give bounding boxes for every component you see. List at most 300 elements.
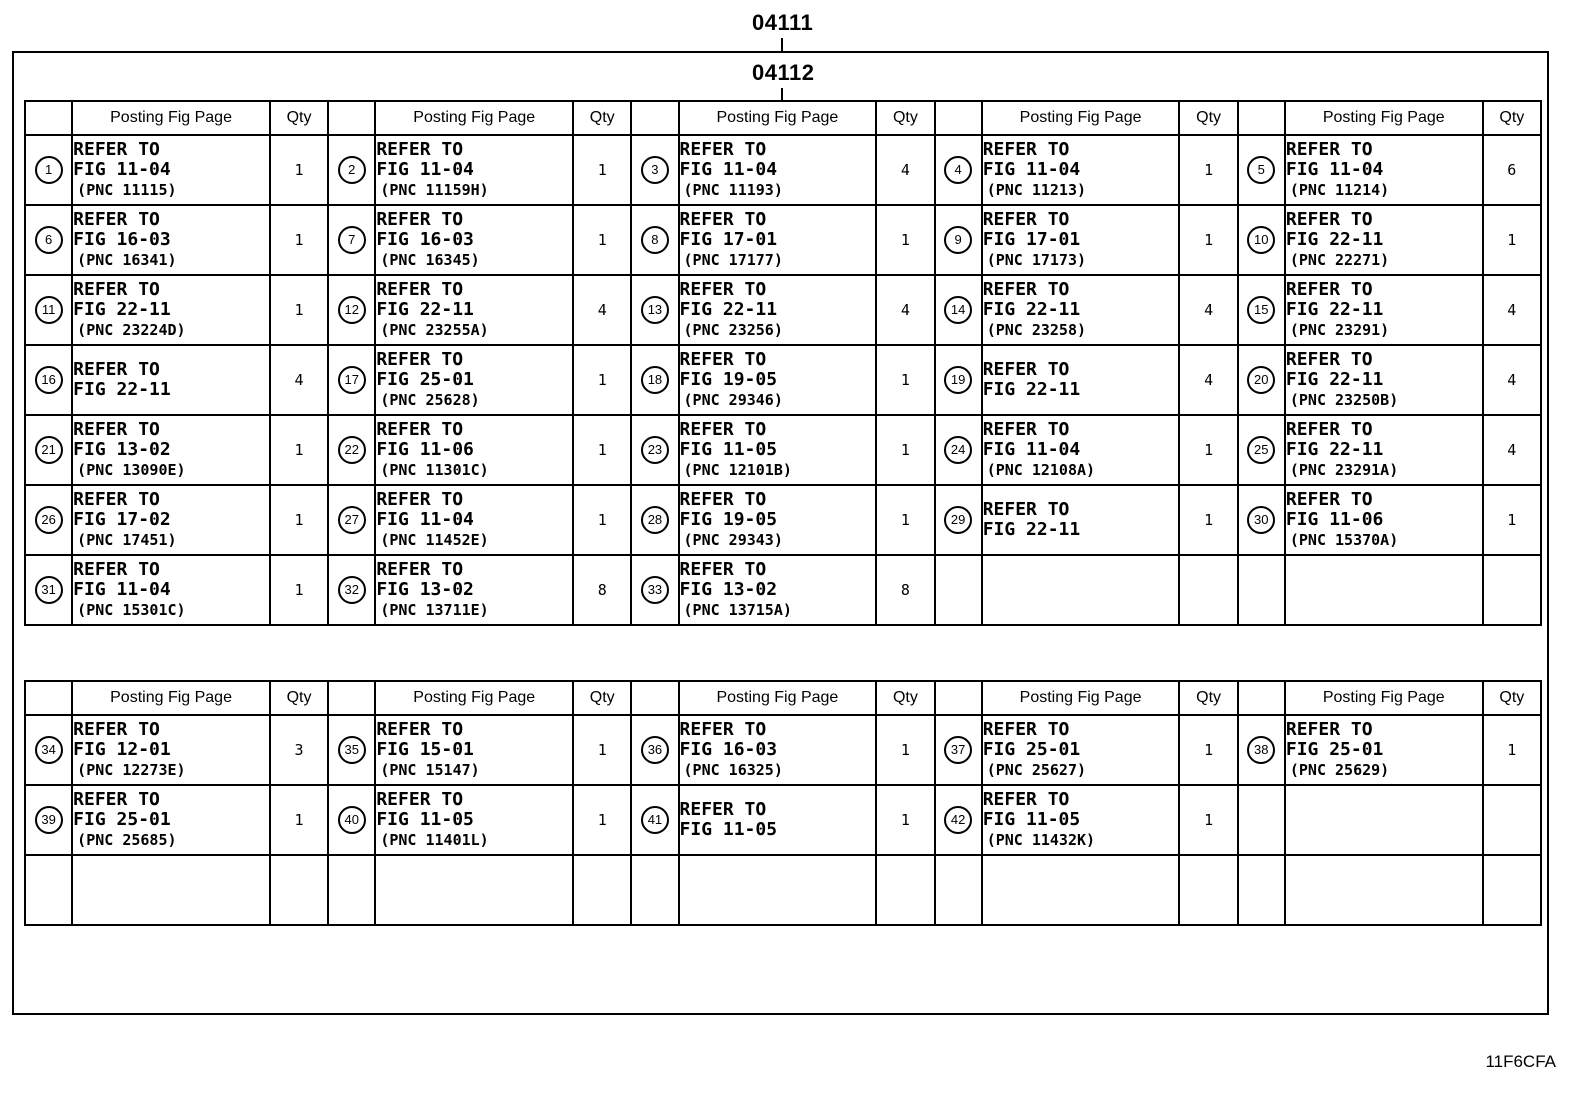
qty-cell: 1: [270, 135, 328, 205]
fig-page-text: FIG 11-05: [679, 819, 778, 840]
refer-to-text: REFER TO: [679, 418, 767, 440]
pnc-text: (PNC 23250B): [1289, 390, 1399, 409]
table-row: [25, 785, 1541, 855]
callout-number: 11: [35, 296, 63, 324]
pnc-text: (PNC 11159H): [380, 180, 489, 199]
fig-page-text: FIG 22-11: [1285, 438, 1384, 460]
callout-number: 32: [338, 576, 366, 604]
reference-cell: [982, 415, 1180, 485]
fig-page-text: FIG 22-11: [1285, 298, 1384, 320]
callout-number: 16: [35, 366, 63, 394]
refer-to-text: REFER TO: [679, 138, 767, 160]
reference-cell: [679, 555, 877, 625]
reference-cell: [1285, 715, 1483, 785]
callout-number: 33: [641, 576, 669, 604]
callout-number: 35: [338, 736, 366, 764]
table-row: [25, 205, 1541, 275]
pnc-text: (PNC 23291A): [1289, 460, 1399, 479]
reference-cell: [1285, 855, 1483, 925]
refer-to-text: REFER TO: [376, 488, 464, 510]
pnc-text: (PNC 12273E): [77, 760, 186, 779]
fig-page-text: FIG 22-11: [982, 519, 1081, 540]
header-qty: Qty: [876, 681, 934, 715]
callout-cell: [328, 345, 375, 415]
header-posting-fig-page: Posting Fig Page: [982, 681, 1180, 715]
callout-cell: [935, 715, 982, 785]
refer-to-text: REFER TO: [73, 718, 160, 740]
reference-cell: [679, 485, 877, 555]
header-blank-cell: [25, 681, 72, 715]
fig-page-text: FIG 13-02: [73, 438, 171, 460]
pnc-text: (PNC 23256): [683, 320, 783, 339]
qty-cell: 6: [1483, 135, 1541, 205]
callout-number: 38: [1247, 736, 1275, 764]
leader-line-top: [781, 38, 783, 52]
reference-cell: [375, 415, 573, 485]
callout-number: 5: [1247, 156, 1275, 184]
qty-cell: [1483, 855, 1541, 925]
callout-number: 15: [1247, 296, 1275, 324]
fig-page-text: FIG 11-04: [1285, 158, 1384, 180]
callout-cell: [25, 415, 72, 485]
refer-to-text: REFER TO: [679, 558, 767, 580]
qty-cell: 1: [270, 555, 328, 625]
table-row: [25, 345, 1541, 415]
refer-to-text: REFER TO: [73, 208, 160, 230]
callout-cell: [25, 485, 72, 555]
refer-to-text: REFER TO: [376, 208, 464, 230]
callout-number: 8: [641, 226, 669, 254]
callout-cell: [1238, 785, 1285, 855]
header-qty: Qty: [573, 681, 631, 715]
reference-cell: [982, 135, 1180, 205]
reference-cell: [72, 415, 270, 485]
header-blank-cell: [25, 101, 72, 135]
pnc-text: (PNC 15147): [380, 760, 480, 779]
callout-cell: [631, 785, 678, 855]
fig-page-text: FIG 22-11: [376, 298, 474, 320]
callout-number: 27: [338, 506, 366, 534]
pnc-text: (PNC 23258): [986, 320, 1087, 339]
pnc-text: (PNC 11213): [986, 180, 1087, 199]
qty-cell: 1: [270, 485, 328, 555]
callout-cell: [631, 205, 678, 275]
refer-to-text: REFER TO: [1285, 348, 1373, 370]
callout-number: 40: [338, 806, 366, 834]
table-row: [25, 415, 1541, 485]
fig-page-text: FIG 15-01: [376, 738, 474, 760]
reference-cell: [982, 345, 1180, 415]
header-blank-cell: [631, 681, 678, 715]
pnc-text: (PNC 11301C): [380, 460, 489, 479]
refer-to-text: REFER TO: [679, 488, 767, 510]
header-blank-cell: [935, 681, 982, 715]
fig-page-text: FIG 11-04: [679, 158, 778, 180]
pnc-text: (PNC 25685): [77, 830, 177, 849]
callout-cell: [328, 205, 375, 275]
refer-to-text: REFER TO: [982, 138, 1070, 160]
fig-page-text: FIG 22-11: [679, 298, 778, 320]
qty-cell: 1: [1179, 135, 1237, 205]
fig-page-text: FIG 17-01: [982, 228, 1081, 250]
fig-page-text: FIG 22-11: [73, 298, 171, 320]
qty-cell: 1: [876, 415, 934, 485]
callout-cell: [1238, 715, 1285, 785]
callout-number: 3: [641, 156, 669, 184]
fig-page-text: FIG 17-01: [679, 228, 778, 250]
callout-cell: [25, 785, 72, 855]
fig-page-text: FIG 11-06: [1285, 508, 1384, 530]
header-posting-fig-page: Posting Fig Page: [1285, 681, 1483, 715]
group-code-04112: 04112: [752, 60, 815, 85]
pnc-text: (PNC 23291): [1289, 320, 1390, 339]
callout-cell: [631, 555, 678, 625]
callout-number: 29: [944, 506, 972, 534]
refer-to-text: REFER TO: [1285, 208, 1373, 230]
reference-cell: [375, 715, 573, 785]
fig-page-text: FIG 16-03: [376, 228, 474, 250]
callout-cell: [1238, 555, 1285, 625]
fig-page-text: FIG 25-01: [73, 808, 171, 830]
reference-cell: [1285, 485, 1483, 555]
callout-cell: [631, 275, 678, 345]
qty-cell: 1: [1179, 715, 1237, 785]
header-qty: Qty: [1179, 681, 1237, 715]
qty-cell: 4: [1483, 345, 1541, 415]
fig-page-text: FIG 13-02: [679, 578, 778, 600]
callout-cell: [935, 855, 982, 925]
callout-number: 20: [1247, 366, 1275, 394]
callout-number: 23: [641, 436, 669, 464]
fig-page-text: FIG 16-03: [73, 228, 171, 250]
pnc-text: (PNC 25629): [1289, 760, 1390, 779]
qty-cell: [1483, 555, 1541, 625]
fig-page-text: FIG 13-02: [376, 578, 474, 600]
refer-to-text: REFER TO: [73, 558, 160, 580]
pnc-text: (PNC 15301C): [77, 600, 186, 619]
callout-cell: [631, 345, 678, 415]
qty-cell: 4: [573, 275, 631, 345]
qty-cell: 4: [1483, 275, 1541, 345]
refer-to-text: REFER TO: [679, 278, 767, 300]
fig-page-text: FIG 25-01: [1285, 738, 1384, 760]
callout-number: 31: [35, 576, 63, 604]
reference-cell: [982, 715, 1180, 785]
qty-cell: 8: [876, 555, 934, 625]
qty-cell: 1: [1179, 415, 1237, 485]
header-blank-cell: [631, 101, 678, 135]
refer-to-text: REFER TO: [1285, 138, 1373, 160]
refer-to-text: REFER TO: [982, 499, 1070, 520]
pnc-text: (PNC 25627): [986, 760, 1087, 779]
qty-cell: 1: [573, 785, 631, 855]
callout-cell: [25, 555, 72, 625]
qty-cell: 4: [270, 345, 328, 415]
callout-cell: [328, 555, 375, 625]
reference-cell: [375, 485, 573, 555]
qty-cell: 1: [270, 415, 328, 485]
fig-page-text: FIG 11-05: [982, 808, 1081, 830]
callout-cell: [1238, 275, 1285, 345]
pnc-text: (PNC 17173): [986, 250, 1087, 269]
reference-cell: [1285, 205, 1483, 275]
pnc-text: (PNC 16325): [683, 760, 783, 779]
qty-cell: [1179, 855, 1237, 925]
pnc-text: (PNC 16341): [77, 250, 177, 269]
qty-cell: 4: [876, 275, 934, 345]
refer-to-text: REFER TO: [376, 788, 464, 810]
qty-cell: 1: [573, 345, 631, 415]
header-posting-fig-page: Posting Fig Page: [679, 101, 877, 135]
callout-number: 18: [641, 366, 669, 394]
refer-to-text: REFER TO: [1285, 718, 1373, 740]
refer-to-text: REFER TO: [1285, 278, 1373, 300]
callout-cell: [25, 855, 72, 925]
callout-number: 21: [35, 436, 63, 464]
header-row: [25, 681, 1541, 715]
pnc-text: (PNC 17451): [77, 530, 177, 549]
callout-cell: [328, 485, 375, 555]
fig-page-text: FIG 19-05: [679, 508, 778, 530]
pnc-text: (PNC 29343): [683, 530, 783, 549]
callout-number: 24: [944, 436, 972, 464]
qty-cell: 1: [876, 785, 934, 855]
qty-cell: 1: [573, 205, 631, 275]
qty-cell: [1179, 555, 1237, 625]
reference-cell: [375, 555, 573, 625]
qty-cell: 1: [1179, 205, 1237, 275]
header-blank-cell: [1238, 681, 1285, 715]
refer-to-text: REFER TO: [982, 718, 1070, 740]
fig-page-text: FIG 22-11: [982, 379, 1081, 400]
refer-to-text: REFER TO: [1285, 418, 1373, 440]
callout-number: 28: [641, 506, 669, 534]
fig-page-text: FIG 11-04: [73, 578, 171, 600]
callout-number: 6: [35, 226, 63, 254]
qty-cell: 4: [1179, 345, 1237, 415]
callout-cell: [935, 415, 982, 485]
qty-cell: 1: [573, 715, 631, 785]
qty-cell: [573, 855, 631, 925]
qty-cell: 1: [1179, 785, 1237, 855]
reference-cell: [679, 715, 877, 785]
qty-cell: 1: [1179, 485, 1237, 555]
reference-cell: [375, 345, 573, 415]
qty-cell: 1: [876, 485, 934, 555]
fig-page-text: FIG 11-04: [73, 158, 171, 180]
reference-cell: [1285, 555, 1483, 625]
callout-number: 17: [338, 366, 366, 394]
header-posting-fig-page: Posting Fig Page: [375, 681, 573, 715]
callout-number: 34: [35, 736, 63, 764]
reference-cell: [375, 785, 573, 855]
reference-cell: [1285, 345, 1483, 415]
reference-cell: [1285, 135, 1483, 205]
pnc-text: (PNC 11432K): [986, 830, 1096, 849]
refer-to-text: REFER TO: [376, 348, 464, 370]
pnc-text: (PNC 11193): [683, 180, 783, 199]
refer-to-text: REFER TO: [73, 488, 160, 510]
callout-cell: [1238, 415, 1285, 485]
qty-cell: 1: [876, 345, 934, 415]
reference-cell: [72, 855, 270, 925]
reference-cell: [679, 135, 877, 205]
fig-page-text: FIG 11-04: [376, 508, 474, 530]
callout-cell: [328, 415, 375, 485]
callout-number: 37: [944, 736, 972, 764]
reference-cell: [1285, 275, 1483, 345]
pnc-text: (PNC 12108A): [986, 460, 1096, 479]
refer-to-text: REFER TO: [679, 348, 767, 370]
qty-cell: 1: [270, 275, 328, 345]
header-blank-cell: [935, 101, 982, 135]
pnc-text: (PNC 12101B): [683, 460, 792, 479]
qty-cell: 4: [876, 135, 934, 205]
callout-number: 14: [944, 296, 972, 324]
callout-number: 25: [1247, 436, 1275, 464]
header-blank-cell: [328, 681, 375, 715]
callout-number: 41: [641, 806, 669, 834]
header-qty: Qty: [573, 101, 631, 135]
refer-to-text: REFER TO: [73, 359, 160, 380]
fig-page-text: FIG 17-02: [73, 508, 171, 530]
reference-cell: [1285, 415, 1483, 485]
header-blank-cell: [1238, 101, 1285, 135]
pnc-text: (PNC 13711E): [380, 600, 489, 619]
callout-number: 36: [641, 736, 669, 764]
header-qty: Qty: [270, 101, 328, 135]
reference-cell: [679, 855, 877, 925]
qty-cell: 3: [270, 715, 328, 785]
fig-page-text: FIG 16-03: [679, 738, 778, 760]
callout-cell: [25, 205, 72, 275]
callout-number: 2: [338, 156, 366, 184]
reference-cell: [72, 345, 270, 415]
qty-cell: 1: [876, 205, 934, 275]
table-row: [25, 855, 1541, 925]
fig-page-text: FIG 19-05: [679, 368, 778, 390]
fig-page-text: FIG 22-11: [982, 298, 1081, 320]
callout-cell: [935, 205, 982, 275]
qty-cell: 4: [1179, 275, 1237, 345]
reference-cell: [72, 555, 270, 625]
reference-cell: [982, 275, 1180, 345]
callout-number: 4: [944, 156, 972, 184]
refer-to-text: REFER TO: [1285, 488, 1373, 510]
reference-cell: [72, 135, 270, 205]
pnc-text: (PNC 23255A): [380, 320, 489, 339]
fig-page-text: FIG 22-11: [73, 379, 171, 400]
callout-cell: [328, 275, 375, 345]
qty-cell: 1: [1483, 205, 1541, 275]
pnc-text: (PNC 25628): [380, 390, 480, 409]
pnc-text: (PNC 11115): [77, 180, 177, 199]
reference-cell: [375, 275, 573, 345]
header-posting-fig-page: Posting Fig Page: [1285, 101, 1483, 135]
header-posting-fig-page: Posting Fig Page: [982, 101, 1180, 135]
callout-number: 22: [338, 436, 366, 464]
pnc-text: (PNC 13715A): [683, 600, 792, 619]
callout-cell: [1238, 135, 1285, 205]
callout-cell: [631, 855, 678, 925]
pnc-text: (PNC 16345): [380, 250, 480, 269]
refer-to-text: REFER TO: [73, 788, 160, 810]
callout-cell: [25, 345, 72, 415]
reference-cell: [982, 555, 1180, 625]
refer-to-text: REFER TO: [982, 208, 1070, 230]
header-qty: Qty: [1179, 101, 1237, 135]
qty-cell: 1: [1483, 485, 1541, 555]
refer-to-text: REFER TO: [982, 788, 1070, 810]
qty-cell: 1: [573, 485, 631, 555]
pnc-text: (PNC 13090E): [77, 460, 186, 479]
reference-cell: [1285, 785, 1483, 855]
callout-cell: [1238, 485, 1285, 555]
header-row: [25, 101, 1541, 135]
reference-cell: [72, 275, 270, 345]
callout-cell: [328, 715, 375, 785]
fig-page-text: FIG 11-06: [376, 438, 474, 460]
callout-cell: [935, 785, 982, 855]
callout-number: 10: [1247, 226, 1275, 254]
reference-table-2: [24, 680, 1542, 926]
callout-cell: [631, 485, 678, 555]
callout-number: 19: [944, 366, 972, 394]
reference-cell: [375, 205, 573, 275]
callout-number: 39: [35, 806, 63, 834]
pnc-text: (PNC 23224D): [77, 320, 186, 339]
header-qty: Qty: [1483, 101, 1541, 135]
reference-cell: [679, 345, 877, 415]
refer-to-text: REFER TO: [679, 799, 767, 820]
table-row: [25, 275, 1541, 345]
refer-to-text: REFER TO: [376, 418, 464, 440]
reference-cell: [982, 485, 1180, 555]
fig-page-text: FIG 22-11: [1285, 228, 1384, 250]
fig-page-text: FIG 11-04: [982, 158, 1081, 180]
callout-cell: [935, 485, 982, 555]
pnc-text: (PNC 29346): [683, 390, 783, 409]
reference-cell: [982, 205, 1180, 275]
qty-cell: 1: [270, 785, 328, 855]
reference-cell: [375, 855, 573, 925]
image-code: 11F6CFA: [1485, 1052, 1556, 1071]
callout-cell: [25, 135, 72, 205]
refer-to-text: REFER TO: [679, 208, 767, 230]
reference-cell: [982, 855, 1180, 925]
refer-to-text: REFER TO: [73, 278, 160, 300]
fig-page-text: FIG 11-05: [679, 438, 778, 460]
fig-page-text: FIG 22-11: [1285, 368, 1384, 390]
pnc-text: (PNC 11401L): [380, 830, 489, 849]
pnc-text: (PNC 17177): [683, 250, 783, 269]
header-qty: Qty: [1483, 681, 1541, 715]
pnc-text: (PNC 15370A): [1289, 530, 1399, 549]
refer-to-text: REFER TO: [982, 418, 1070, 440]
callout-cell: [1238, 855, 1285, 925]
pnc-text: (PNC 11214): [1289, 180, 1390, 199]
callout-cell: [935, 135, 982, 205]
qty-cell: [1483, 785, 1541, 855]
refer-to-text: REFER TO: [376, 138, 464, 160]
fig-page-text: FIG 25-01: [982, 738, 1081, 760]
callout-cell: [935, 275, 982, 345]
header-qty: Qty: [270, 681, 328, 715]
table-row: [25, 135, 1541, 205]
pnc-text: (PNC 11452E): [380, 530, 489, 549]
reference-cell: [72, 205, 270, 275]
header-posting-fig-page: Posting Fig Page: [375, 101, 573, 135]
